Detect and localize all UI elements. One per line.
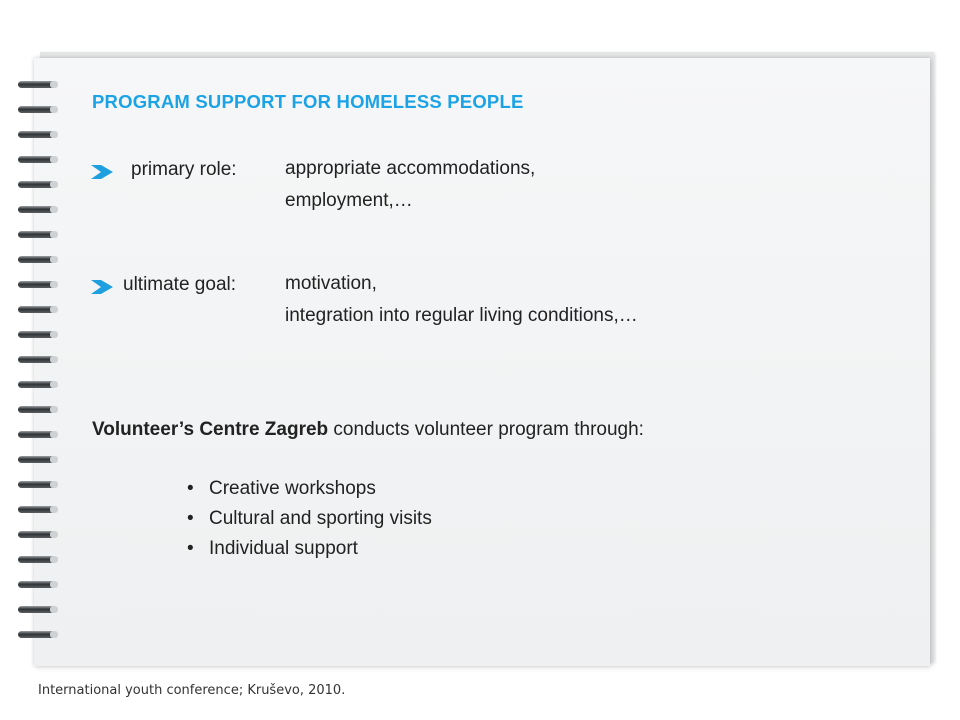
- ultimate-goal-value-1: motivation,: [285, 273, 377, 294]
- chevron-right-icon: [91, 165, 113, 179]
- binding-ring: [10, 305, 58, 315]
- volunteer-statement-text: conducts volunteer program through:: [328, 419, 644, 440]
- binding-ring: [10, 580, 58, 590]
- binding-ring: [10, 480, 58, 490]
- chevron-right-icon: [91, 280, 113, 294]
- primary-role-value-2: employment,…: [285, 190, 413, 211]
- binding-ring: [10, 230, 58, 240]
- binding-ring: [10, 605, 58, 615]
- binding-ring: [10, 430, 58, 440]
- binding-ring: [10, 155, 58, 165]
- program-list: [187, 474, 432, 564]
- binding-ring: [10, 180, 58, 190]
- binding-ring: [10, 630, 58, 640]
- binding-ring: [10, 455, 58, 465]
- footer-caption: International youth conference; Kruševo, 2010.: [38, 683, 346, 698]
- list-item: • Creative workshops: [187, 474, 432, 504]
- binding-ring: [10, 555, 58, 565]
- binding-ring: [10, 105, 58, 115]
- ultimate-goal-label: ultimate goal:: [123, 274, 237, 295]
- spiral-binding: [10, 80, 62, 650]
- ultimate-goal-value-2: integration into regular living conditions,…: [285, 305, 638, 326]
- binding-ring: [10, 255, 58, 265]
- slide-title: PROGRAM SUPPORT FOR HOMELESS PEOPLE: [92, 91, 524, 112]
- primary-role-value-1: appropriate accommodations,: [285, 158, 536, 179]
- organization-name: Volunteer’s Centre Zagreb: [92, 419, 329, 440]
- notebook-page: [34, 58, 930, 666]
- binding-ring: [10, 505, 58, 515]
- binding-ring: [10, 380, 58, 390]
- binding-ring: [10, 405, 58, 415]
- binding-ring: [10, 130, 58, 140]
- binding-ring: [10, 530, 58, 540]
- binding-ring: [10, 80, 58, 90]
- volunteer-statement: [92, 419, 644, 441]
- binding-ring: [10, 330, 58, 340]
- list-item: • Cultural and sporting visits: [187, 504, 432, 534]
- binding-ring: [10, 205, 58, 215]
- binding-ring: [10, 280, 58, 290]
- binding-ring: [10, 355, 58, 365]
- list-item: • Individual support: [187, 534, 432, 564]
- primary-role-label: primary role:: [131, 159, 237, 180]
